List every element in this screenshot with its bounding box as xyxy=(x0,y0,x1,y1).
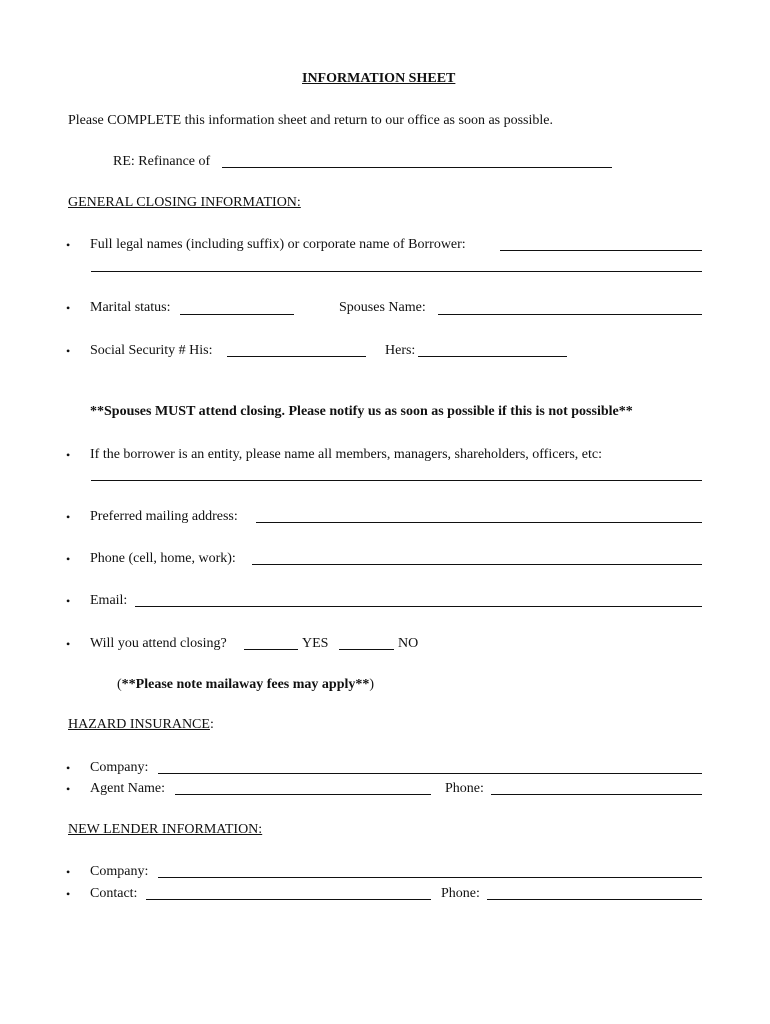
borrower-label: Full legal names (including suffix) or corporate name of Borrower: xyxy=(90,237,466,252)
attend-no-label: NO xyxy=(398,636,419,651)
bullet-icon: • xyxy=(66,782,71,796)
bullet-icon: • xyxy=(66,761,71,775)
entity-label: If the borrower is an entity, please name all members, managers, shareholders, officers, etc: xyxy=(90,447,602,462)
ssn-hers-field[interactable] xyxy=(418,356,567,357)
hazard-agent-field[interactable] xyxy=(175,794,431,795)
bullet-icon: • xyxy=(66,344,71,358)
mailing-address-label: Preferred mailing address: xyxy=(90,509,238,524)
hazard-phone-field[interactable] xyxy=(491,794,702,795)
lender-phone-label: Phone: xyxy=(441,886,480,901)
bullet-icon: • xyxy=(66,238,71,252)
page-title: INFORMATION SHEET xyxy=(302,71,456,86)
paren-close: ) xyxy=(369,677,375,692)
general-closing-heading: GENERAL CLOSING INFORMATION: xyxy=(68,195,301,210)
attend-closing-label: Will you attend closing? xyxy=(90,636,227,651)
marital-status-label: Marital status: xyxy=(90,300,171,315)
marital-status-field[interactable] xyxy=(180,314,294,315)
hazard-agent-label: Agent Name: xyxy=(90,781,166,796)
lender-company-label: Company: xyxy=(90,864,149,879)
lender-company-field[interactable] xyxy=(158,877,702,878)
email-label: Email: xyxy=(90,593,128,608)
new-lender-heading: NEW LENDER INFORMATION: xyxy=(68,822,263,837)
phone-label: Phone (cell, home, work): xyxy=(90,551,236,566)
ssn-hers-label: Hers: xyxy=(385,343,416,358)
attend-yes-field[interactable] xyxy=(244,649,298,650)
mailaway-note-text: **Please note mailaway fees may apply** xyxy=(121,677,370,692)
lender-contact-label: Contact: xyxy=(90,886,138,901)
attend-yes-label: YES xyxy=(302,636,329,651)
ssn-his-field[interactable] xyxy=(227,356,366,357)
intro-text: Please COMPLETE this information sheet and return to our office as soon as possible. xyxy=(68,113,553,128)
bullet-icon: • xyxy=(66,865,71,879)
ssn-his-label: Social Security # His: xyxy=(90,343,213,358)
phone-field[interactable] xyxy=(252,564,702,565)
spouse-name-label: Spouses Name: xyxy=(339,300,426,315)
paren-open: ( xyxy=(117,677,122,692)
spouse-name-field[interactable] xyxy=(438,314,702,315)
bullet-icon: • xyxy=(66,552,71,566)
bullet-icon: • xyxy=(66,887,71,901)
mailaway-note xyxy=(117,677,374,693)
hazard-company-label: Company: xyxy=(90,760,149,775)
hazard-insurance-heading xyxy=(68,717,214,733)
bullet-icon: • xyxy=(66,301,71,315)
hazard-heading-colon: : xyxy=(209,717,214,732)
refinance-label: RE: Refinance of xyxy=(113,154,211,169)
hazard-phone-label: Phone: xyxy=(445,781,484,796)
borrower-name-field-line2[interactable] xyxy=(91,271,702,272)
lender-contact-field[interactable] xyxy=(146,899,431,900)
refinance-field[interactable] xyxy=(222,167,612,168)
email-field[interactable] xyxy=(135,606,702,607)
entity-members-field[interactable] xyxy=(91,480,702,481)
borrower-name-field[interactable] xyxy=(500,250,702,251)
attend-no-field[interactable] xyxy=(339,649,394,650)
bullet-icon: • xyxy=(66,448,71,462)
spouse-attendance-note: **Spouses MUST attend closing. Please notify us as soon as possible if this is not possible** xyxy=(90,404,633,419)
bullet-icon: • xyxy=(66,594,71,608)
mailing-address-field[interactable] xyxy=(256,522,702,523)
bullet-icon: • xyxy=(66,510,71,524)
lender-phone-field[interactable] xyxy=(487,899,702,900)
hazard-company-field[interactable] xyxy=(158,773,702,774)
bullet-icon: • xyxy=(66,637,71,651)
hazard-heading-text: HAZARD INSURANCE xyxy=(68,717,210,732)
